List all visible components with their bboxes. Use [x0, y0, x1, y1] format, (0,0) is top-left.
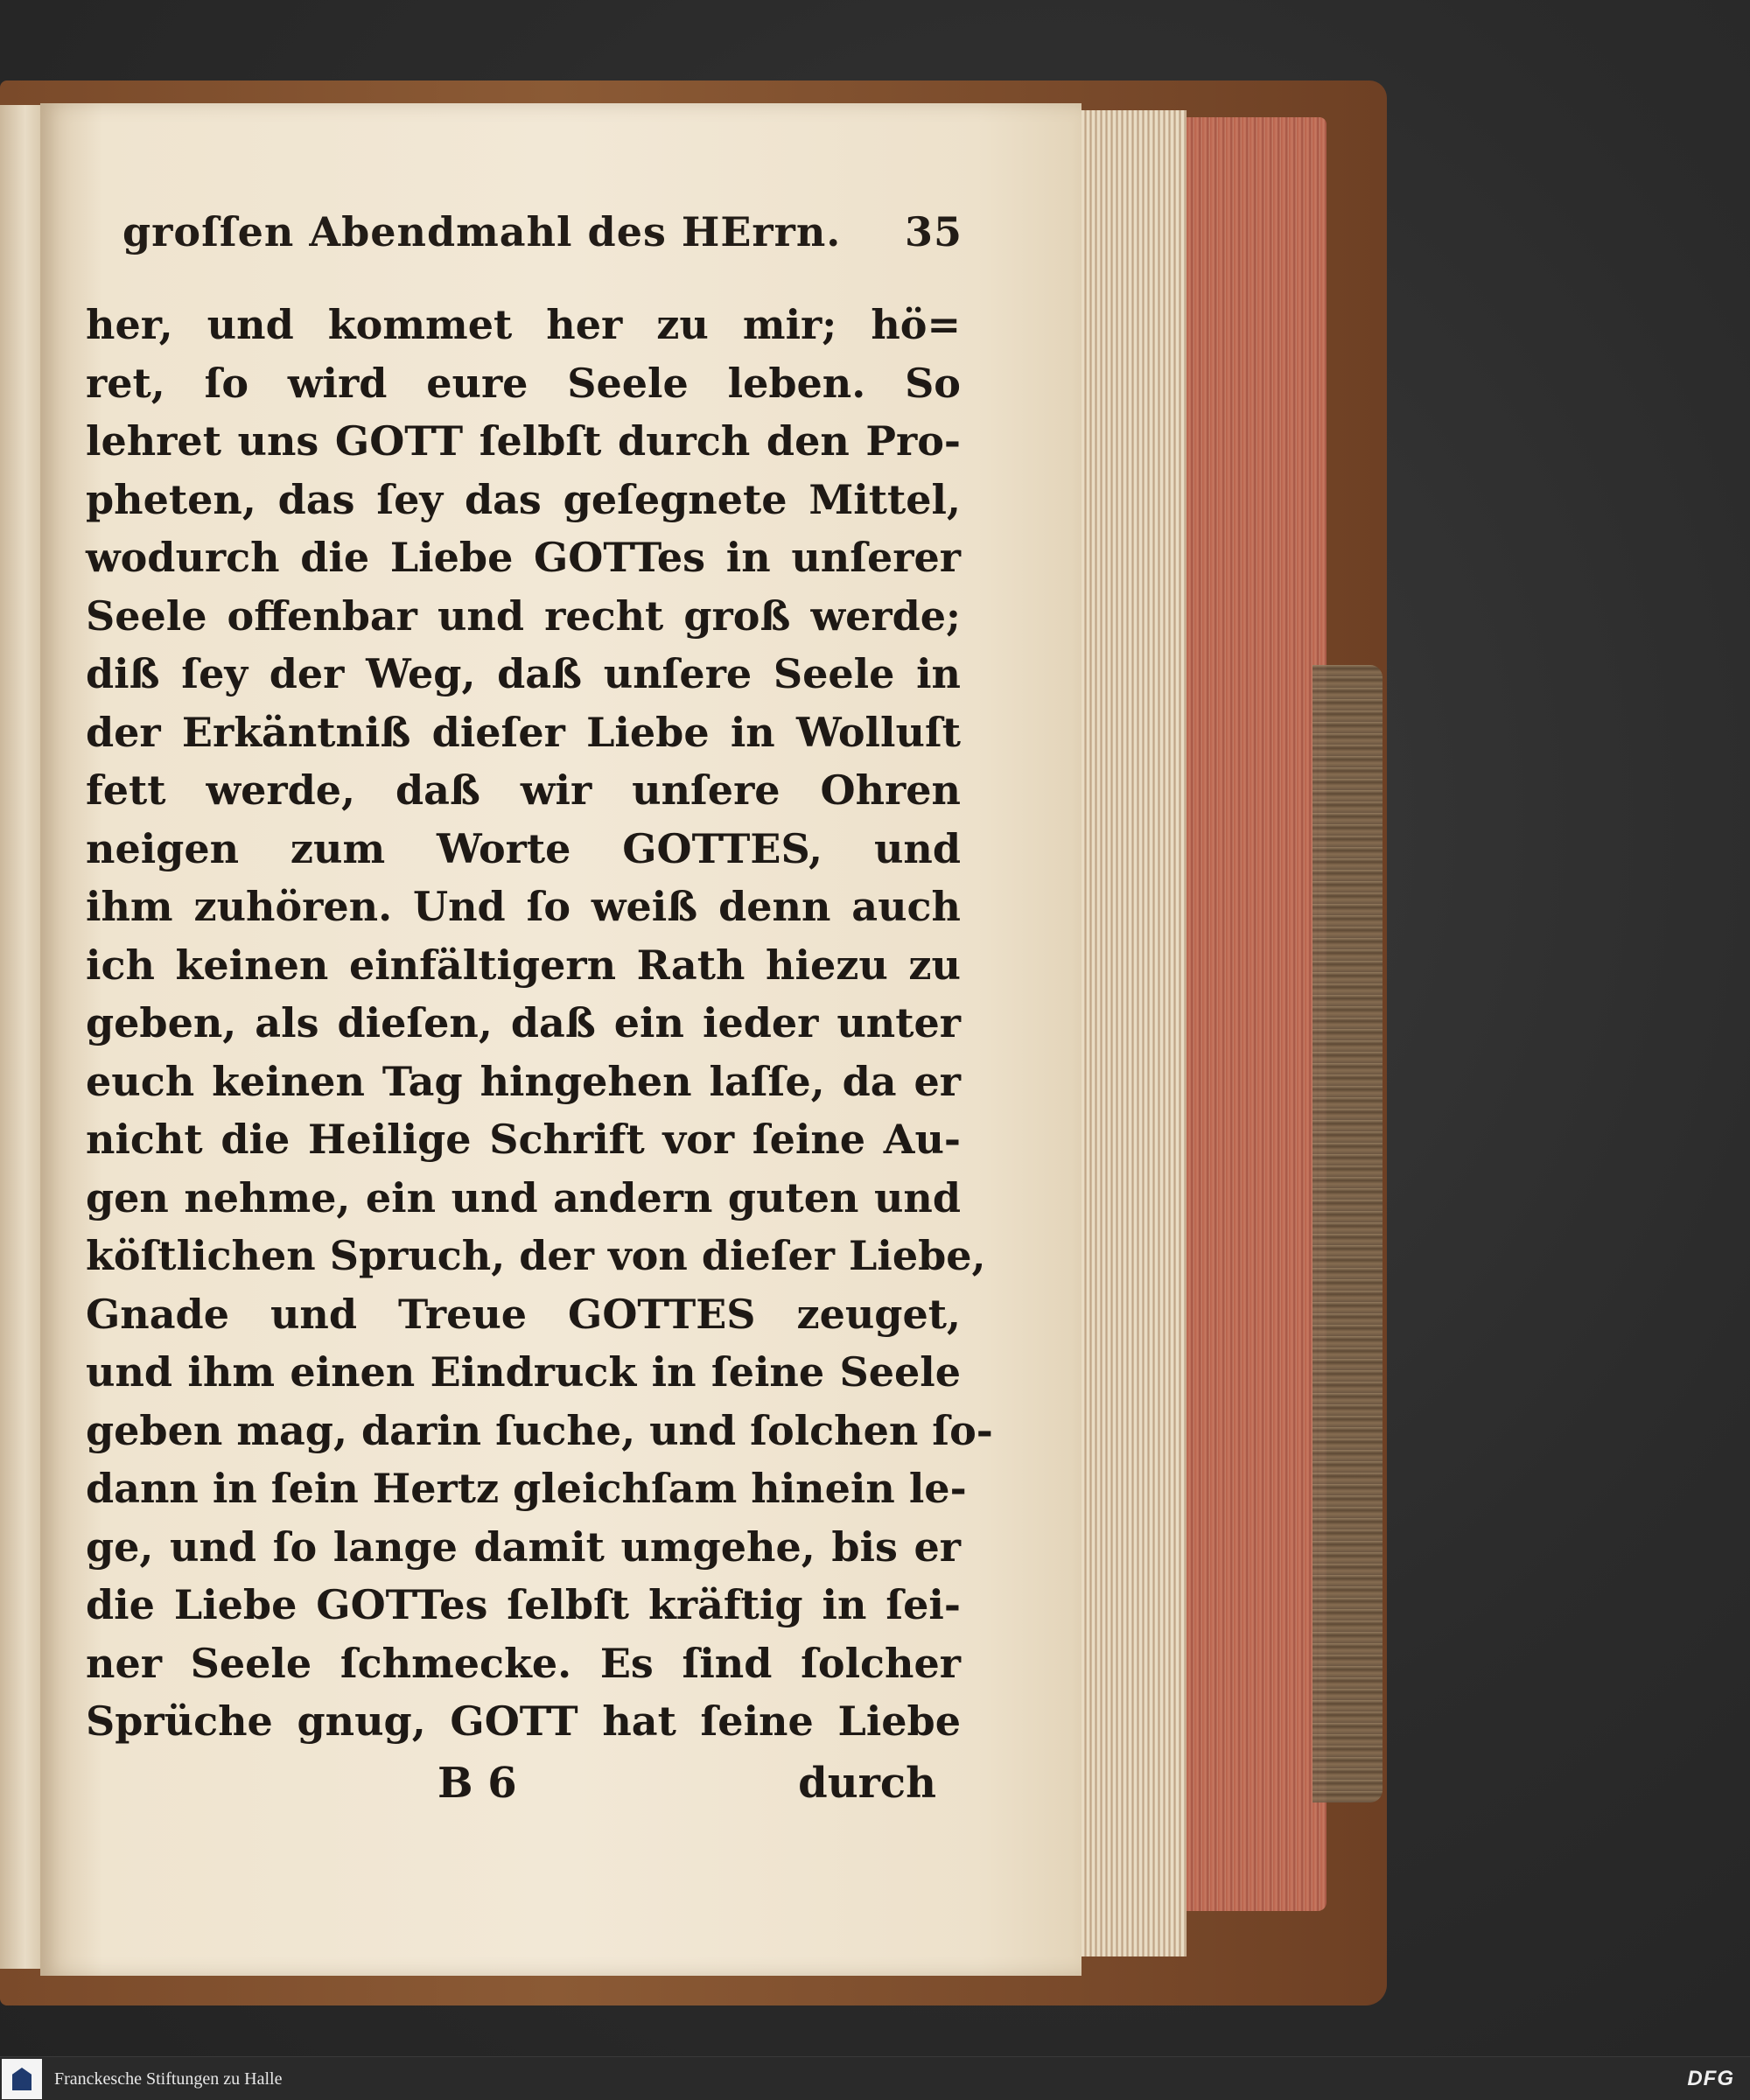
text-line: gen nehme, ein und andern guten und — [86, 1173, 961, 1222]
text-line: geben, als dieſen, daß ein ieder unter — [86, 999, 961, 1046]
institution-logo-icon[interactable] — [2, 2059, 42, 2099]
running-head-title: groſſen Abendmahl des HErrn. — [122, 208, 842, 256]
page-number: 35 — [904, 208, 962, 256]
text-line: ich keinen einfältigern Rath hiezu zu — [86, 941, 961, 989]
text-line: fett werde, daß wir unſere Ohren — [86, 766, 961, 814]
catchword: durch — [798, 1759, 936, 1808]
left-page-edge — [0, 105, 44, 1969]
text-line: euch keinen Tag hingehen laſſe, da er — [86, 1057, 961, 1105]
text-line: nicht die Heilige Schrift vor ſeine Au- — [86, 1116, 961, 1163]
text-line: pheten, das ſey das geſegnete Mittel, — [86, 475, 961, 523]
text-line: ner Seele ſchmecke. Es ſind ſolcher — [86, 1639, 961, 1687]
text-line: wodurch die Liebe GOTTes in unſerer — [86, 534, 961, 581]
red-fore-edge — [1186, 117, 1326, 1911]
worn-binding — [1312, 665, 1382, 1802]
text-line: Gnade und Treue GOTTES zeuget, — [86, 1290, 961, 1338]
text-line: neigen zum Worte GOTTES, und — [86, 824, 961, 872]
text-line: her, und kommet her zu mir; hö= — [86, 301, 961, 348]
text-line: köſtlichen Spruch, der von dieſer Liebe, — [86, 1232, 986, 1279]
page-stack — [1082, 110, 1186, 1956]
institution-name[interactable]: Franckesche Stiftungen zu Halle — [54, 2068, 283, 2089]
page-footer — [438, 1759, 936, 1808]
text-line: ihm zuhören. Und ſo weiß denn auch — [86, 883, 961, 930]
text-line: und ihm einen Eindruck in ſeine Seele — [86, 1348, 961, 1396]
signature-mark: B 6 — [438, 1759, 517, 1808]
text-line: ret, ſo wird eure Seele leben. So — [86, 359, 961, 407]
building-icon — [12, 2068, 32, 2090]
dfg-logo[interactable]: DFG — [1687, 2067, 1734, 2090]
text-line: die Liebe GOTTes ſelbſt kräftig in ſei- — [86, 1581, 961, 1628]
text-line: lehret uns GOTT ſelbſt durch den Pro- — [86, 417, 961, 465]
text-line: Sprüche gnug, GOTT hat ſeine Liebe — [86, 1698, 961, 1745]
text-line: diß ſey der Weg, daß unſere Seele in — [86, 650, 961, 697]
text-line: dann in ſein Hertz gleichſam hinein le- — [86, 1465, 967, 1512]
text-line: der Erkäntniß dieſer Liebe in Wolluſt — [86, 708, 961, 756]
body-text — [86, 296, 993, 1751]
text-line: ge, und ſo lange damit umgehe, bis er — [86, 1522, 961, 1571]
text-line: Seele offenbar und recht groß werde; — [86, 592, 961, 640]
viewer-footer-bar — [0, 2056, 1750, 2100]
running-head — [122, 208, 962, 256]
text-line: geben mag, darin ſuche, und ſolchen ſo- — [86, 1406, 993, 1454]
